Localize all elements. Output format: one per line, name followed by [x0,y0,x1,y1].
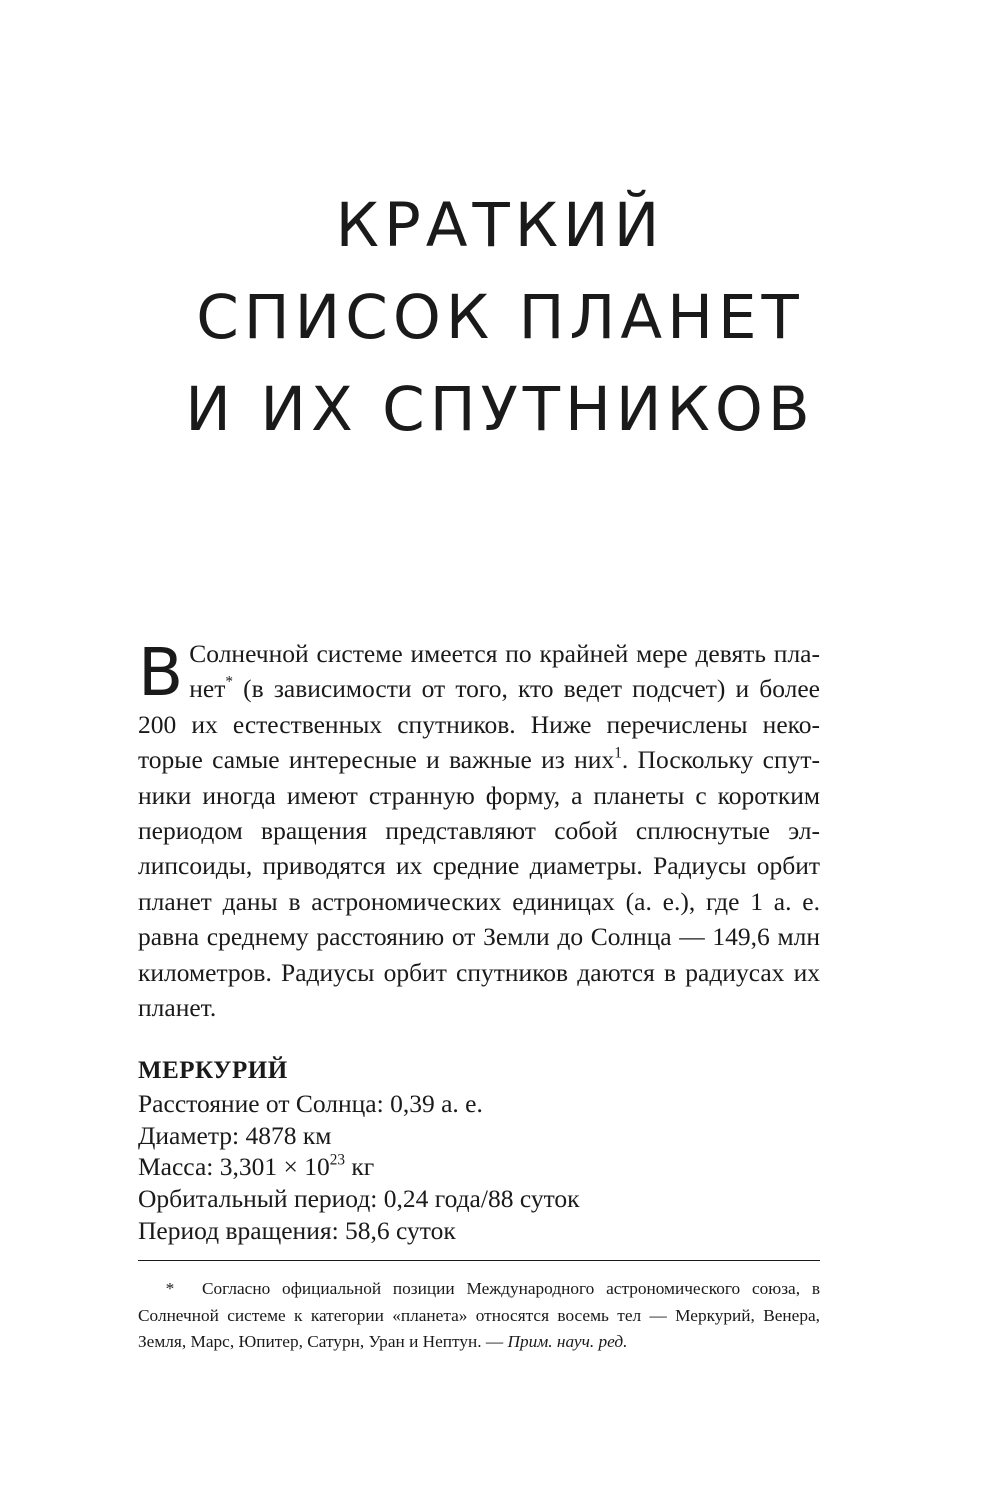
footnote-mark-1: 1 [614,744,622,762]
planet-mass-value: Масса: 3,301 × 10 [138,1152,330,1182]
planet-mass-exponent: 23 [329,1151,346,1169]
footnote [138,1276,820,1356]
intro-paragraph [138,636,820,1025]
intro-text-2: (в зависимости от того, кто ведет подсчет) и более 200 их естественных спутников. Ниже перечислены некоторые самые интересные и важные из них [138,674,820,775]
drop-cap: В [138,634,184,711]
footnote-asterisk: * [165,1279,175,1298]
planet-orbital-period: Орбитальный период: 0,24 года/88 суток [138,1184,580,1214]
planet-name: МЕРКУРИЙ [138,1057,288,1084]
planet-mass-unit: кг [345,1152,375,1182]
title-line-3: И ИХ СПУТНИКОВ [185,374,815,445]
planet-mass [138,1151,820,1183]
intro-text-1: Солнечной системе имеется по крайней мере девять планет [189,639,820,704]
page-title [100,180,900,456]
planet-diameter: Диаметр: 4878 км [138,1120,332,1150]
footnote-mark-asterisk: * [225,673,234,691]
planet-entry-mercury [138,1055,820,1247]
title-line-2: СПИСОК ПЛАНЕТ [196,282,804,353]
intro-text-3: . Поскольку спутники иногда имеют странную форму, а планеты с коротким периодом вращения представляют собой сплюснутые эллипсоиды, приводятся их средние диаметры. Радиусы орбит планет даны в астрономических единицах (а. е.), где 1 а. е. равна среднему расстоянию от Земли до Солнца — 149,6 млн километров. Радиусы орбит спутников даются в радиусах их планет. [138,745,820,1023]
footnote-divider [138,1260,820,1261]
title-line-1: КРАТКИЙ [335,190,665,261]
footnote-text: Согласно официальной позиции Международного астрономического союза, в Солнечной системе к категории «планета» относятся восемь тел — Меркурий, Венера, Земля, Марс, Юпитер, Сатурн, Уран и Нептун. — [138,1279,820,1351]
footnote-attribution: Прим. науч. ред. [507,1332,628,1351]
planet-distance: Расстояние от Солнца: 0,39 а. е. [138,1088,483,1118]
planet-rotation-period: Период вращения: 58,6 суток [138,1215,456,1245]
